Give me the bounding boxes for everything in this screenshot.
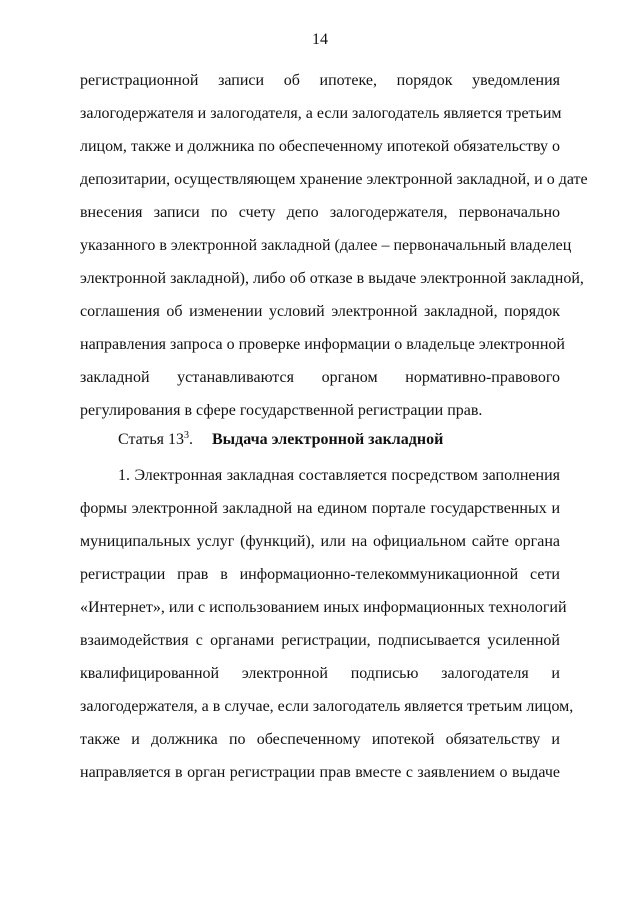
text-line: взаимодействия с органами регистрации, подписывается усиленной (80, 632, 560, 649)
text-line: залогодержателя, а в случае, если залогодатель является третьим лицом, (80, 698, 574, 715)
page-number: 14 (312, 31, 328, 48)
text-line: направления запроса о проверке информации о владельце электронной (80, 336, 565, 353)
article-number: Статья 13 (118, 431, 184, 448)
text-line: муниципальных услуг (функций), или на официальном сайте органа (80, 533, 560, 550)
text-line: регистрационной записи об ипотеке, порядок уведомления (80, 72, 560, 89)
text-line: также и должника по обеспеченному ипотекой обязательству и (80, 731, 560, 748)
text-line: квалифицированной электронной подписью залогодателя и (80, 665, 560, 682)
article-heading (118, 430, 443, 450)
text-line: «Интернет», или с использованием иных информационных технологий (80, 599, 567, 616)
text-line: залогодержателя и залогодателя, а если залогодатель является третьим (80, 105, 562, 122)
text-line: регулирования в сфере государственной регистрации прав. (80, 402, 483, 419)
text-line: электронной закладной), либо об отказе в выдаче электронной закладной, (80, 270, 584, 287)
text-line: регистрации прав в информационно-телекоммуникационной сети (80, 566, 560, 583)
article-superscript: 3 (183, 430, 189, 441)
text-line: соглашения об изменении условий электронной закладной, порядок (80, 303, 560, 320)
text-line: закладной устанавливаются органом нормативно-правового (80, 369, 560, 386)
text-line: формы электронной закладной на едином портале государственных и (80, 500, 560, 517)
text-line: 1. Электронная закладная составляется посредством заполнения (118, 467, 560, 484)
text-line: направляется в орган регистрации прав вместе с заявлением о выдаче (80, 764, 560, 781)
text-line: указанного в электронной закладной (далее – первоначальный владелец (80, 237, 572, 254)
text-line: депозитарии, осуществляющем хранение электронной закладной, и о дате (80, 171, 588, 188)
article-title: Выдача электронной закладной (211, 431, 444, 448)
text-line: внесения записи по счету депо залогодержателя, первоначально (80, 204, 560, 221)
text-line: лицом, также и должника по обеспеченному ипотекой обязательству о (80, 138, 560, 155)
article-number-suffix: . (188, 431, 193, 448)
